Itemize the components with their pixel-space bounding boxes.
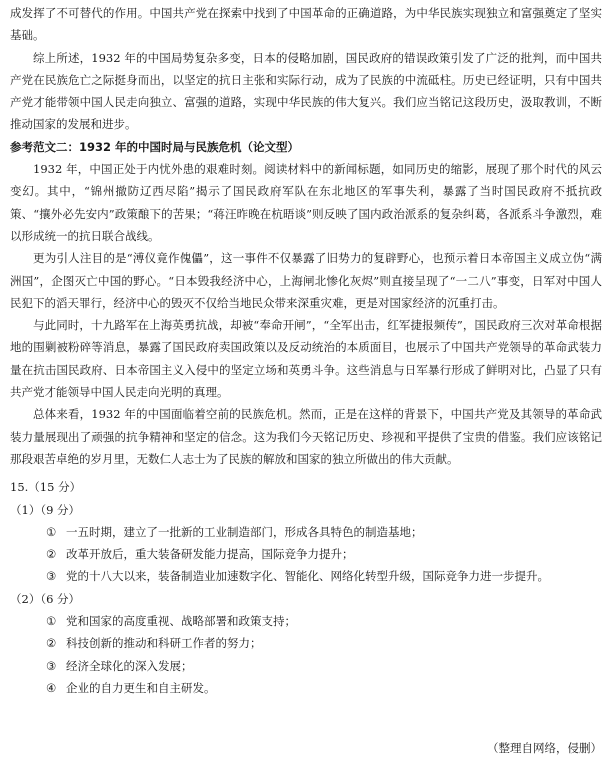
essay2-paragraph-4: 总体来看，1932 年的中国面临着空前的民族危机。然而，正是在这样的背景下，中国共产党及其领导的革命武装力量展现出了顽强的抗争精神和坚定的信念。这为我们今天铭记历史、珍视和平提供了宝贵的借鉴。我们应该铭记那段艰苦卓绝的岁月里，无数仁人志士为了民族的解放和国家的独立所做出的伟大贡献。 <box>10 407 602 466</box>
list-item <box>10 632 602 654</box>
list-item <box>10 655 602 677</box>
item-number: ④ <box>46 680 57 695</box>
question-15-part2-list <box>10 610 602 699</box>
question-15-part1-list <box>10 521 602 588</box>
question-15-part2-title: （2）（6 分） <box>10 591 81 606</box>
list-item <box>10 565 602 587</box>
list-item <box>10 521 602 543</box>
item-text: 改革开放后，重大装备研发能力提高，国际竞争力提升； <box>66 547 354 562</box>
item-number: ② <box>46 636 57 651</box>
essay2-heading: 参考范文二：1932 年的中国时局与民族危机（论文型） <box>10 139 300 154</box>
item-text: 企业的自力更生和自主研发。 <box>66 680 216 695</box>
item-text: 党和国家的高度重视、战略部署和政策支持； <box>66 614 296 629</box>
essay2-paragraph-3: 与此同时，十九路军在上海英勇抗战，却被“奉命开闸”，“全军出击，红军捷报频传”，国民政府三次对革命根据地的围剿被粉碎等消息，暴露了国民政府卖国政策以及反动统治的本质面目，也展示了中国共产党领导的革命武装力量在抗击国民政府、日本帝国主义入侵中的坚定立场和英勇斗争。这些消息与日军暴行形成了鲜明对比，凸显了只有共产党才能领导中国人民走向光明的真理。 <box>10 318 602 400</box>
item-text: 党的十八大以来，装备制造业加速数字化、智能化、网络化转型升级，国际竞争力进一步提升。 <box>66 569 549 584</box>
essay1-conclusion-paragraph: 综上所述，1932 年的中国局势复杂多变，日本的侵略加剧，国民政府的错误政策引发了广泛的批判，而中国共产党在民族危亡之际挺身而出，以坚定的抗日主张和实际行动，成为了民族的中流砥柱。历史已经证明，只有中国共产党才能带领中国人民走向独立、富强的道路，实现中华民族的伟大复兴。我们应当铭记这段历史，汲取教训，不断推动国家的发展和进步。 <box>10 50 602 132</box>
item-number: ② <box>46 547 57 562</box>
item-text: 科技创新的推动和科研工作者的努力； <box>66 636 262 651</box>
question-15-title: 15.（15 分） <box>10 480 82 495</box>
source-note: （整理自网络，侵删） <box>487 741 602 755</box>
essay2-paragraph-2: 更为引人注目的是“溥仪竟作傀儡”，这一事件不仅暴露了旧势力的复辟野心，也预示着日本帝国主义成立伪“满洲国”，企图灭亡中国的野心。“日本毁我经济中心，上海闸北惨化灰烬”则直接呈现了“一二八”事变，日军对中国人民犯下的滔天罪行，经济中心的毁灭不仅给当地民众带来深重灾难，更是对国家经济的沉重打击。 <box>10 251 602 310</box>
essay2-paragraph-1: 1932 年，中国正处于内忧外患的艰难时刻。阅读材料中的新闻标题，如同历史的缩影，展现了那个时代的风云变幻。其中，“锦州撤防辽西尽陷”揭示了国民政府军队在东北地区的军事失利，暴露了当时国民政府不抵抗政策、“攘外必先安内”政策酿下的苦果；“蒋汪昨晚在杭晤谈”则反映了国内政治派系的复杂纠葛，各派系斗争激烈，难以形成统一的抗日联合战线。 <box>10 162 602 243</box>
list-item <box>10 677 602 699</box>
item-number: ① <box>46 614 57 629</box>
item-number: ③ <box>46 658 57 673</box>
item-number: ③ <box>46 569 57 584</box>
item-text: 经济全球化的深入发展； <box>66 658 193 673</box>
question-15-part1-title: （1）（9 分） <box>10 502 81 517</box>
item-text: 一五时期，建立了一批新的工业制造部门，形成各具特色的制造基地； <box>66 524 423 539</box>
list-item <box>10 543 602 565</box>
list-item <box>10 610 602 632</box>
item-number: ① <box>46 524 57 539</box>
essay1-paragraph-tail: 成发挥了不可替代的作用。中国共产党在探索中找到了中国革命的正确道路，为中华民族实现独立和富强奠定了坚实基础。 <box>10 6 602 43</box>
